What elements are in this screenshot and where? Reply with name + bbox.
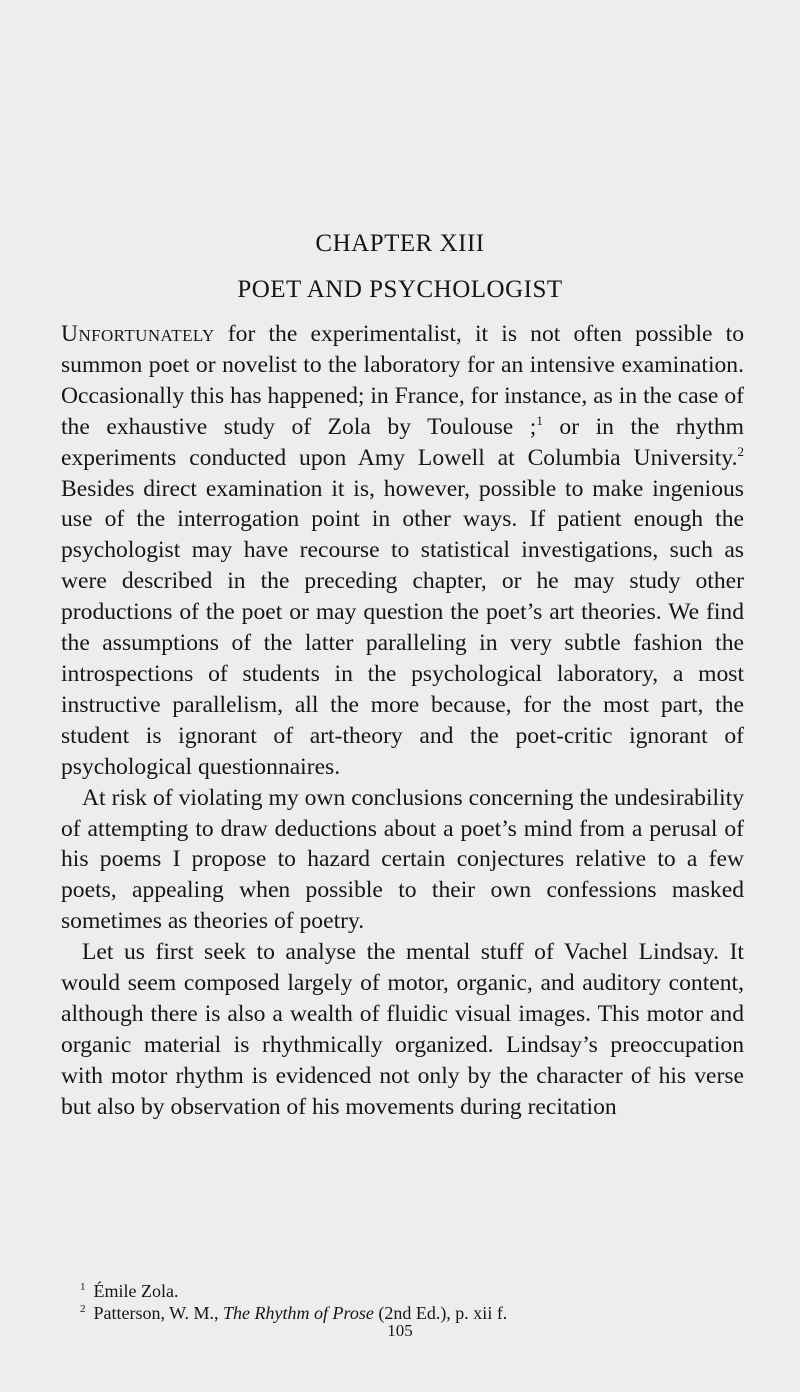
footnote-ref-1: 1 bbox=[536, 412, 543, 428]
paragraph-1-text-b: or in the rhythm experiments conducted upon Amy Lowell at Columbia University. bbox=[61, 413, 744, 471]
paragraph-1-text-c: Besides direct examination it is, however, possible to make ingenious use of the interrogation point in other ways. If patient enough the psychologist may have recourse to statistical investigations, such as were described in the preceding chapter, or he may study other productions of the poet or may question the poet’s art theories. We find the assumptions of the latter paralleling in very subtle fashion the introspections of students in the psychological laboratory, a most instructive parallelism, all the more because, for the most part, the student is ignorant of art-theory and the poet-critic ignorant of psychological questionnaires. bbox=[61, 475, 744, 780]
footnote-1-text: Émile Zola. bbox=[93, 1281, 179, 1301]
footnote-2-text-a: Patterson, W. M., bbox=[93, 1303, 224, 1323]
paragraph-lead-word: Unfortunately bbox=[61, 321, 215, 347]
footnote-ref-2: 2 bbox=[737, 443, 744, 459]
paragraph-1 bbox=[61, 319, 744, 783]
footnote-2-book-title: The Rhythm of Prose bbox=[223, 1303, 374, 1323]
paragraph-2: At risk of violating my own conclusions concerning the undesirability of attempting to draw deductions about a poet’s mind from a perusal of his poems I propose to hazard certain conjectures relative to a few poets, appealing when possible to their own confessions masked sometimes as theories of poetry. bbox=[61, 784, 744, 935]
footnote-1 bbox=[80, 1280, 760, 1302]
footnote-mark-1: 1 bbox=[80, 1281, 86, 1293]
body-text bbox=[61, 319, 744, 1123]
footnotes bbox=[80, 1280, 760, 1324]
page-number: 105 bbox=[387, 1321, 413, 1340]
paragraph-1-text-a: for the experimentalist, it is not often possible to summon poet or novelist to the laboratory for an intensive examination. Occasionally this has happened; in France, for instance, as in the case of the exhaustive study of Zola by Toulouse ; bbox=[61, 321, 744, 440]
chapter-title: POET AND PSYCHOLOGIST bbox=[237, 276, 563, 303]
paragraph-3: Let us first seek to analyse the mental stuff of Vachel Lindsay. It would seem composed largely of motor, organic, and auditory content, although there is also a wealth of fluidic visual images. This motor and organic material is rhythmically organized. Lindsay’s preoccupation with motor rhythm is evidenced not only by the character of his verse but also by observation of his movements during recitation bbox=[61, 939, 744, 1120]
footnote-mark-2: 2 bbox=[80, 1303, 86, 1315]
chapter-number: CHAPTER XIII bbox=[315, 230, 485, 257]
footnote-2-text-b: (2nd Ed.), p. xii f. bbox=[373, 1303, 508, 1323]
